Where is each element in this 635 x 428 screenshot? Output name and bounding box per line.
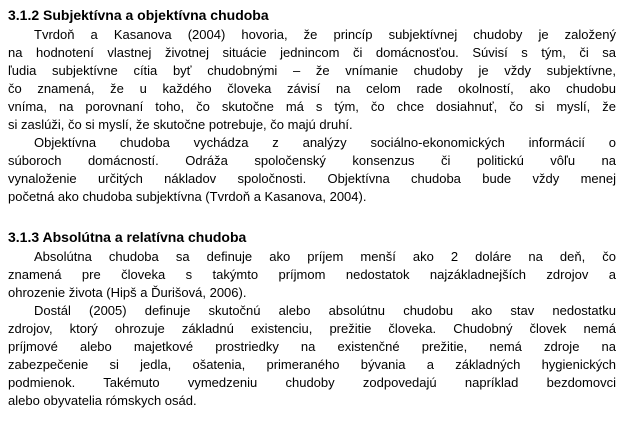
- paragraph-line: alebo obyvatelia rómskych osád.: [8, 393, 197, 408]
- paragraph-line: si zaslúži, čo si myslí, že skutočne potrebuje, čo majú druhí.: [8, 117, 353, 132]
- paragraph-line: Objektívna chudoba vychádza z analýzy sociálno-ekonomických informácií o: [34, 135, 616, 150]
- paragraph-line: Absolútna chudoba sa definuje ako príjem menší ako 2 doláre na deň, čo: [34, 249, 616, 264]
- paragraph-line: vníma, na porovnaní toho, čo skutočne má s tým, čo chce dosiahnuť, čo si myslí, že: [8, 99, 616, 114]
- paragraph-line: zdrojov, ktorý ohrozuje základnú existenciu, prežitie človeka. Chudobný človek nemá: [8, 321, 616, 336]
- paragraph-line: zabezpečenie si jedla, ošatenia, primeraného bývania a základných hygienických: [8, 357, 616, 372]
- paragraph-line: početná ako chudoba subjektívna (Tvrdoň a Kasanova, 2004).: [8, 189, 367, 204]
- paragraph-line: na hodnotení vlastnej životnej situácie jednincom či domácnosťou. Súvisí s tým, či sa: [8, 45, 616, 60]
- paragraph-line: ohrozenie života (Hipš a Ďurišová, 2006).: [8, 285, 247, 300]
- paragraph-line: čo znamená, že u každého človeka závisí na celom rade okolností, ako chudobu: [8, 81, 616, 96]
- paragraph-line: príjmové alebo majetkové prostriedky na existenčné prežitie, nemá zdroje na: [8, 339, 616, 354]
- paragraph-line: Dostál (2005) definuje skutočnú alebo absolútnu chudobu ako stav nedostatku: [34, 303, 616, 318]
- paragraph-line: znamená pre človeka s takýmto príjmom nedostatok najzákladnejších zdrojov a: [8, 267, 616, 282]
- section-heading-absolute-relative: 3.1.3 Absolútna a relatívna chudoba: [8, 229, 247, 245]
- paragraph-line: Tvrdoň a Kasanova (2004) hovoria, že princíp subjektívnej chudoby je založený: [34, 27, 616, 42]
- section-heading-subjective-objective: 3.1.2 Subjektívna a objektívna chudoba: [8, 7, 269, 23]
- paragraph-line: súboroch domácností. Odráža spoločenský konsenzus či politickú vôľu na: [8, 153, 616, 168]
- paragraph-line: podmienok. Takémuto vymedzeniu chudoby zodpovedajú napríklad bezdomovci: [8, 375, 616, 390]
- paragraph-line: vynaloženie určitých nákladov spoločnosti. Objektívna chudoba bude vždy menej: [8, 171, 616, 186]
- paragraph-line: ľudia subjektívne cítia byť chudobnými – že vnímanie chudoby je vždy subjektívne,: [8, 63, 616, 78]
